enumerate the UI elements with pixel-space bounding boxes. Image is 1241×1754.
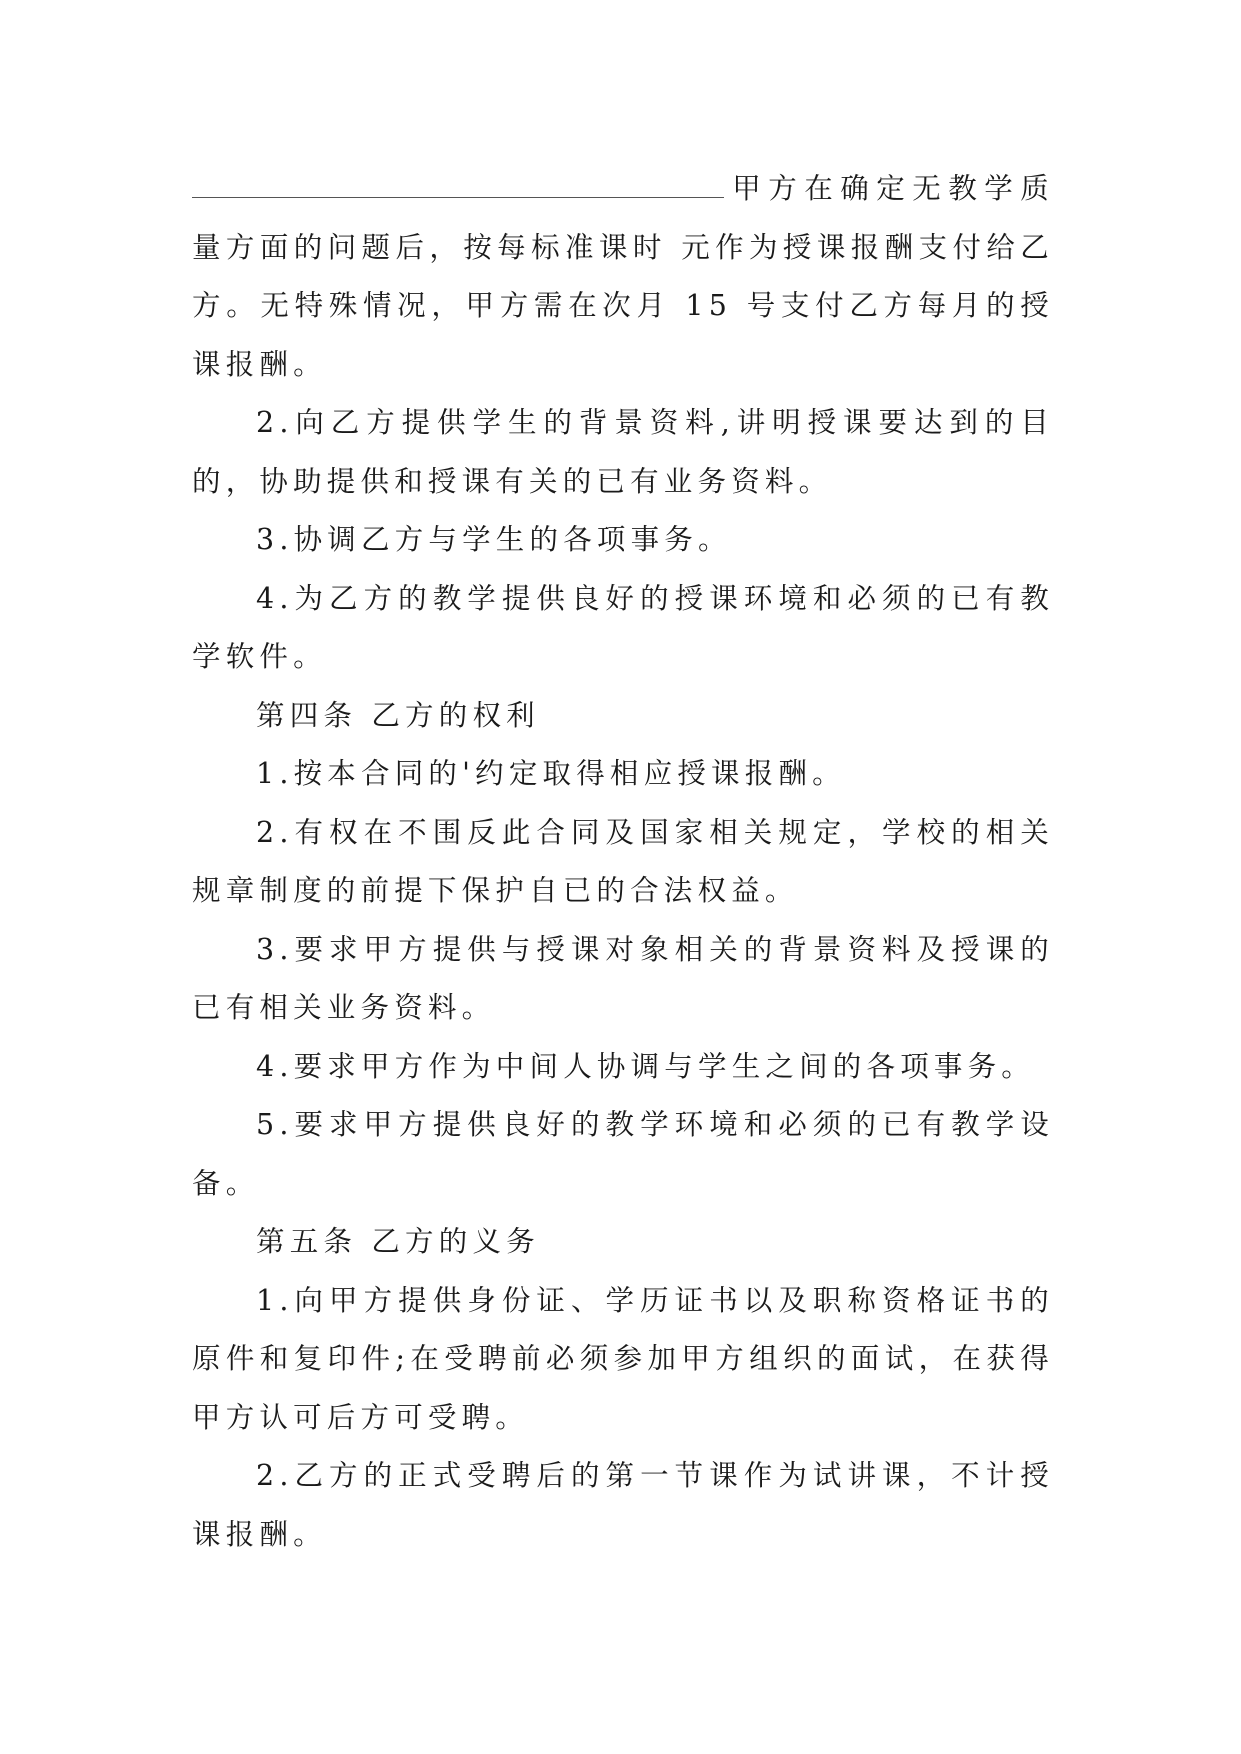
paragraph-party-a-duty-2: 2.向乙方提供学生的背景资料,讲明授课要达到的目的，协助提供和授课有关的已有业务资料。 xyxy=(192,406,1054,498)
paragraph-party-b-right-5: 5.要求甲方提供良好的教学环境和必须的已有教学设备。 xyxy=(192,1108,1054,1200)
paragraph-party-b-right-1: 1.按本合同的'约定取得相应授课报酬。 xyxy=(256,757,846,790)
paragraph-party-b-right-2: 2.有权在不围反此合同及国家相关规定，学校的相关规章制度的前提下保护自已的合法权益。 xyxy=(192,815,1054,907)
fill-in-blank-line xyxy=(192,163,724,198)
paragraph-payment xyxy=(192,160,1054,394)
paragraph-party-b-right-4: 4.要求甲方作为中间人协调与学生之间的各项事务。 xyxy=(256,1049,1035,1083)
paragraph-party-a-duty-4: 4.为乙方的教学提供良好的授课环境和必须的已有教学软件。 xyxy=(192,581,1054,673)
paragraph-party-b-duty-1: 1.向甲方提供身份证、学历证书以及职称资格证书的原件和复印件;在受聘前必须参加甲方组织的面试，在获得甲方认可后方可受聘。 xyxy=(192,1283,1054,1434)
article-5-heading: 第五条 乙方的义务 xyxy=(256,1225,540,1258)
contract-body xyxy=(192,160,1054,1564)
article-4-heading: 第四条 乙方的权利 xyxy=(256,698,540,732)
paragraph-party-b-right-3: 3.要求甲方提供与授课对象相关的背景资料及授课的已有相关业务资料。 xyxy=(192,932,1054,1024)
paragraph-text: 甲方在确定无教学质量方面的问题后，按每标准课时 元作为授课报酬支付给乙方。无特殊情况，甲方需在次月 15 号支付乙方每月的授课报酬。 xyxy=(192,172,1054,381)
paragraph-party-b-duty-2: 2.乙方的正式受聘后的第一节课作为试讲课，不计授课报酬。 xyxy=(192,1459,1054,1551)
paragraph-party-a-duty-3: 3.协调乙方与学生的各项事务。 xyxy=(256,523,732,556)
